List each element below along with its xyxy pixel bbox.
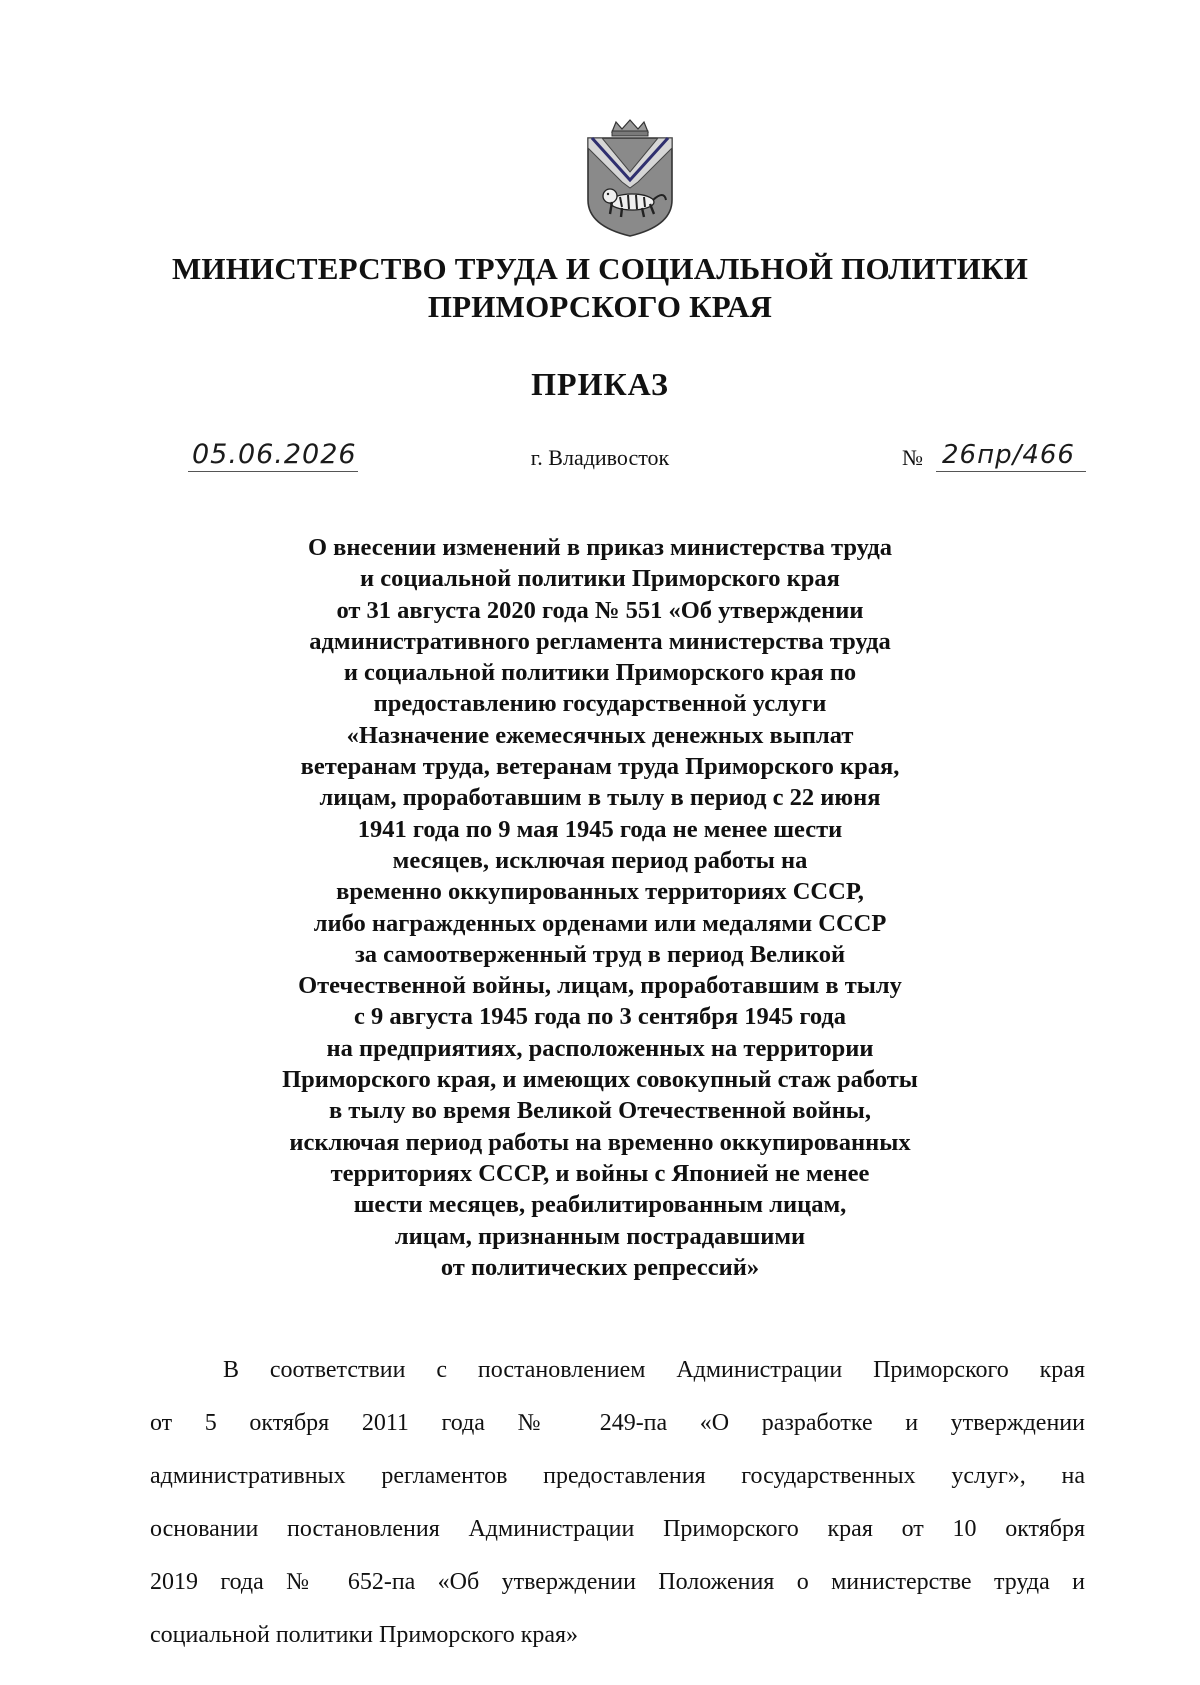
subject-line: либо награжденных орденами или медалями СССР (313, 909, 887, 937)
document-subject (160, 532, 1040, 1283)
subject-line: от 31 августа 2020 года № 551 «Об утверждении (336, 596, 864, 624)
body-line: социальной политики Приморского края» (150, 1622, 579, 1648)
subject-line: лицам, признанным пострадавшими (394, 1222, 806, 1250)
subject-line: административного регламента министерства труда (309, 627, 891, 655)
subject-line: ветеранам труда, ветеранам труда Приморского края, (300, 753, 900, 781)
subject-line: «Назначение ежемесячных денежных выплат (346, 721, 854, 749)
document-type: ПРИКАЗ (531, 366, 669, 402)
body-line: от 5 октября 2011 года № 249-па «О разработке и утверждении (150, 1410, 1085, 1436)
document-body (150, 1344, 1085, 1662)
body-line: основании постановления Администрации Приморского края от 10 октября (150, 1516, 1085, 1542)
document-number: 26пр/466 (942, 440, 1075, 470)
subject-line: от политических репрессий» (440, 1253, 760, 1281)
subject-line: исключая период работы на временно оккупированных (289, 1128, 911, 1156)
subject-line: временно оккупированных территориях СССР, (336, 878, 864, 906)
organization-title-line: МИНИСТЕРСТВО ТРУДА И СОЦИАЛЬНОЙ ПОЛИТИКИ (171, 251, 1029, 286)
subject-line: за самоотверженный труд в период Великой (354, 940, 846, 968)
subject-line: и социальной политики Приморского края (360, 565, 840, 593)
body-line: административных регламентов предоставления государственных услуг», на (150, 1463, 1085, 1489)
coat-of-arms-emblem-icon (582, 118, 678, 240)
subject-line: лицам, проработавшим в тылу в период с 22 июня (319, 784, 881, 812)
organization-title-line: ПРИМОРСКОГО КРАЯ (427, 289, 773, 324)
subject-line: и социальной политики Приморского края по (343, 659, 857, 687)
subject-line: предоставлению государственной услуги (373, 690, 827, 718)
document-date: 05.06.2026 (192, 439, 357, 470)
body-line: 2019 года № 652-па «Об утверждении Положения о министерстве труда и (150, 1569, 1085, 1595)
number-underline (936, 471, 1086, 472)
subject-line: территориях СССР, и войны с Японией не менее (330, 1159, 870, 1187)
subject-line: Приморского края, и имеющих совокупный стаж работы (282, 1066, 918, 1094)
subject-line: на предприятиях, расположенных на территории (326, 1034, 874, 1062)
number-sign: № (902, 445, 923, 470)
document-meta-row (0, 437, 1200, 481)
document-city: г. Владивосток (530, 445, 670, 470)
subject-line: шести месяцев, реабилитированным лицам, (353, 1191, 847, 1219)
subject-line: О внесении изменений в приказ министерства труда (308, 534, 892, 561)
subject-line: месяцев, исключая период работы на (392, 846, 808, 874)
subject-line: в тылу во время Великой Отечественной войны, (328, 1097, 872, 1125)
body-line: В соответствии с постановлением Администрации Приморского края (223, 1357, 1085, 1383)
subject-line: 1941 года по 9 мая 1945 года не менее шести (357, 815, 843, 843)
subject-line: с 9 августа 1945 года по 3 сентября 1945 года (353, 1003, 847, 1031)
subject-line: Отечественной войны, лицам, проработавшим в тылу (298, 972, 902, 1000)
organization-title (0, 250, 1200, 326)
